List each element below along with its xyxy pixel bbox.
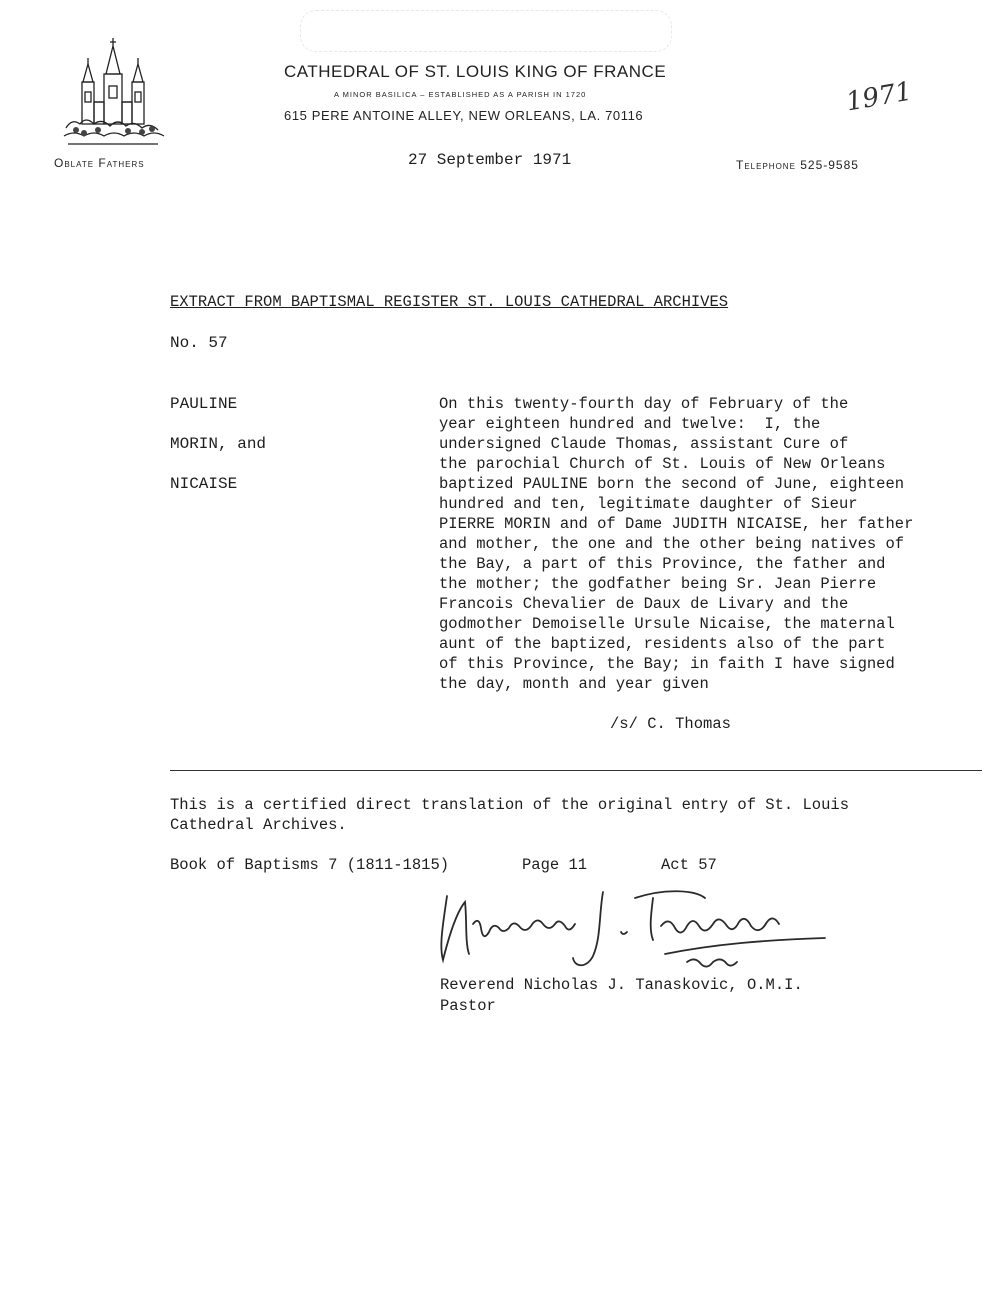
- entry-line: the parochial Church of St. Louis of New Orleans: [439, 455, 886, 473]
- name-pauline: PAULINE: [170, 395, 238, 413]
- letterhead-subtitle: A MINOR BASILICA – ESTABLISHED AS A PARISH IN 1720: [334, 90, 587, 99]
- entry-signature: /s/ C. Thomas: [610, 715, 731, 733]
- letterhead-title: CATHEDRAL OF ST. LOUIS KING OF FRANCE: [284, 62, 667, 81]
- entry-line: Francois Chevalier de Daux de Livary and the: [439, 595, 849, 613]
- reference-page: Page 11: [522, 856, 588, 874]
- entry-line: the Bay, a part of this Province, the father and: [439, 555, 886, 573]
- entry-line: the day, month and year given: [439, 675, 709, 693]
- signer-name: Reverend Nicholas J. Tanaskovic, O.M.I.: [440, 976, 803, 994]
- signer-title: Pastor: [440, 997, 496, 1015]
- entry-line: aunt of the baptized, residents also of the part: [439, 635, 886, 653]
- entry-line: hundred and ten, legitimate daughter of Sieur: [439, 495, 858, 513]
- handwritten-signature: [425, 884, 835, 980]
- entry-line: PIERRE MORIN and of Dame JUDITH NICAISE, her father: [439, 515, 914, 533]
- entry-line: On this twenty-fourth day of February of the: [439, 395, 849, 413]
- certification-text: [170, 795, 849, 835]
- cathedral-logo: [58, 36, 168, 156]
- certification-line: This is a certified direct translation of the original entry of St. Louis: [170, 796, 850, 814]
- faint-stamp: [300, 10, 672, 52]
- reference-book: Book of Baptisms 7 (1811-1815): [170, 856, 450, 874]
- document-heading: EXTRACT FROM BAPTISMAL REGISTER ST. LOUIS CATHEDRAL ARCHIVES: [170, 293, 729, 311]
- entry-number: No. 57: [170, 334, 228, 352]
- entry-line: of this Province, the Bay; in faith I have signed: [439, 655, 895, 673]
- certification-line: Cathedral Archives.: [170, 816, 347, 834]
- entry-line: undersigned Claude Thomas, assistant Cure of: [439, 435, 849, 453]
- handwritten-year: 1971: [843, 76, 915, 118]
- name-morin: MORIN, and: [170, 435, 267, 453]
- entry-line: godmother Demoiselle Ursule Nicaise, the maternal: [439, 615, 895, 633]
- letter-date: 27 September 1971: [408, 151, 572, 169]
- oblate-fathers-caption: Oblate Fathers: [54, 156, 145, 170]
- name-nicaise: NICAISE: [170, 475, 238, 493]
- reference-act: Act 57: [661, 856, 717, 874]
- entry-line: baptized PAULINE born the second of June, eighteen: [439, 475, 905, 493]
- entry-line: the mother; the godfather being Sr. Jean Pierre: [439, 575, 877, 593]
- telephone: Telephone 525-9585: [736, 158, 859, 172]
- entry-line: and mother, the one and the other being natives of: [439, 535, 905, 553]
- entry-line: year eighteen hundred and twelve: I, the: [439, 415, 821, 433]
- entry-text: [439, 394, 913, 694]
- divider-line: [170, 770, 982, 771]
- letterhead-address: 615 PERE ANTOINE ALLEY, NEW ORLEANS, LA. 70116: [284, 108, 644, 123]
